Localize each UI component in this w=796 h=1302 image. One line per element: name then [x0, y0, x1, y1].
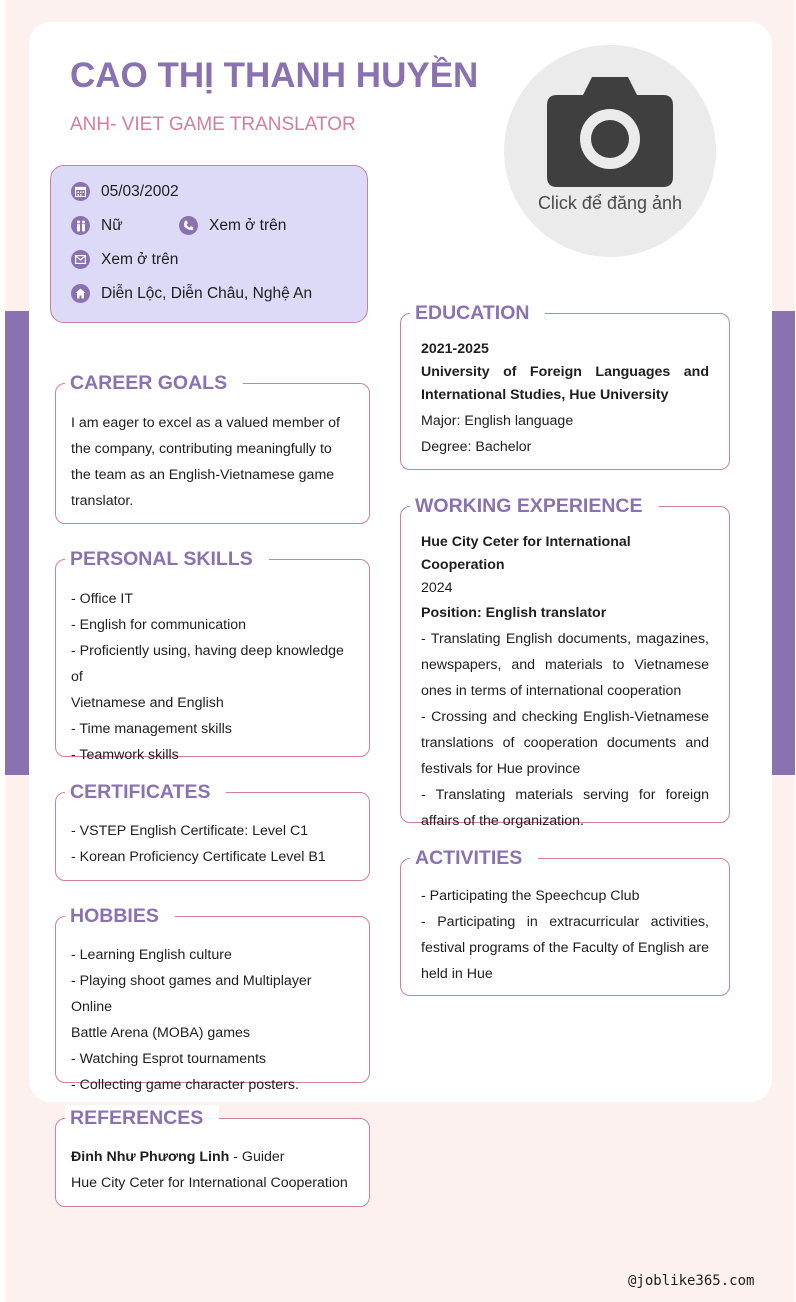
candidate-name: CAO THỊ THANH HUYỀN	[70, 56, 479, 95]
calendar-icon	[71, 182, 90, 201]
hobby-item: - Learning English culture	[71, 947, 232, 963]
certificates-title: CERTIFICATES	[65, 779, 226, 805]
education-school: University of Foreign Languages and International Studies, Hue University	[421, 364, 709, 403]
activities-content	[421, 883, 709, 987]
hobbies-list	[71, 942, 349, 1098]
personal-skills-list	[71, 586, 349, 768]
reference-role: - Guider	[229, 1149, 285, 1165]
activity-item: - Participating in extracurricular activities, festival programs of the Faculty of English are held in Hue	[421, 914, 709, 982]
experience-company: Hue City Ceter for International Cooperation	[421, 534, 631, 573]
right-accent-band	[772, 311, 795, 775]
education-content	[421, 338, 709, 460]
references-section	[55, 1107, 370, 1207]
career-goals-line: the company, contributing meaningfully to	[71, 441, 332, 457]
photo-upload-label: Click để đăng ảnh	[537, 193, 683, 213]
hobby-item: - Collecting game character posters.	[71, 1077, 299, 1093]
education-major: Major: English language	[421, 413, 574, 429]
reference-person: Đinh Như Phương Linh	[71, 1149, 230, 1165]
references-content	[71, 1144, 349, 1196]
phone-row	[179, 216, 286, 235]
education-title: EDUCATION	[410, 300, 545, 326]
gender-row	[71, 216, 123, 235]
working-experience-content	[421, 531, 709, 834]
activities-section	[400, 847, 730, 996]
skill-item: Vietnamese and English	[71, 695, 224, 711]
career-goals-line: translator.	[71, 493, 134, 509]
hobby-item: - Playing shoot games and Multiplayer Online	[71, 973, 312, 1015]
certificates-list	[71, 818, 349, 870]
education-period: 2021-2025	[421, 341, 489, 357]
contact-info-box	[50, 165, 368, 323]
job-title: ANH- VIET GAME TRANSLATOR	[70, 114, 356, 135]
address-value: Diễn Lộc, Diễn Châu, Nghệ An	[101, 284, 313, 302]
photo-upload[interactable]	[504, 45, 716, 257]
working-experience-title: WORKING EXPERIENCE	[410, 493, 659, 519]
certificate-item: - Korean Proficiency Certificate Level B1	[71, 849, 326, 865]
reference-organization: Hue City Ceter for International Cooperation	[71, 1175, 348, 1191]
phone-value: Xem ở trên	[209, 216, 287, 234]
education-degree: Degree: Bachelor	[421, 439, 532, 455]
hobby-item: - Watching Esprot tournaments	[71, 1051, 267, 1067]
mail-icon	[71, 250, 90, 269]
email-row	[71, 250, 178, 269]
skill-item: - English for communication	[71, 617, 247, 633]
certificates-section	[55, 781, 370, 881]
experience-duty: - Translating materials serving for foreign affairs of the organization.	[421, 787, 709, 829]
skill-item: - Teamwork skills	[71, 747, 179, 763]
personal-skills-section	[55, 548, 370, 763]
experience-duty: - Translating English documents, magazines, newspapers, and materials to Vietnamese ones in terms of international cooperation	[421, 631, 709, 699]
address-row	[71, 284, 312, 303]
experience-year: 2024	[421, 580, 453, 596]
phone-icon	[179, 216, 198, 235]
personal-skills-title: PERSONAL SKILLS	[65, 546, 269, 572]
experience-duty: - Crossing and checking English-Vietnamese translations of cooperation documents and festivals for Hue province	[421, 709, 709, 777]
left-accent-band	[5, 311, 29, 775]
career-goals-section	[55, 372, 370, 524]
skill-item: - Proficiently using, having deep knowledge of	[71, 643, 344, 685]
camera-icon	[547, 77, 673, 187]
career-goals-line: I am eager to excel as a valued member of	[71, 415, 340, 431]
references-title: REFERENCES	[65, 1105, 219, 1131]
hobbies-section	[55, 905, 370, 1093]
education-section	[400, 302, 730, 470]
career-goals-line: the team as an English-Vietnamese game	[71, 467, 335, 483]
activity-item: - Participating the Speechcup Club	[421, 888, 640, 904]
reference-line	[71, 1144, 349, 1170]
gender-icon	[71, 216, 90, 235]
home-icon	[71, 284, 90, 303]
certificate-item: - VSTEP English Certificate: Level C1	[71, 823, 309, 839]
birthday-row	[71, 182, 179, 201]
working-experience-section	[400, 495, 730, 829]
experience-position: Position: English translator	[421, 605, 607, 621]
hobbies-title: HOBBIES	[65, 903, 175, 929]
career-goals-title: CAREER GOALS	[65, 370, 243, 396]
site-watermark: @joblike365.com	[628, 1273, 755, 1289]
skill-item: - Office IT	[71, 591, 134, 607]
career-goals-text	[71, 410, 349, 514]
skill-item: - Time management skills	[71, 721, 232, 737]
email-value: Xem ở trên	[101, 250, 179, 268]
activities-title: ACTIVITIES	[410, 845, 538, 871]
gender-value: Nữ	[101, 216, 123, 234]
birthday-value: 05/03/2002	[101, 182, 179, 200]
hobby-item: Battle Arena (MOBA) games	[71, 1025, 250, 1041]
